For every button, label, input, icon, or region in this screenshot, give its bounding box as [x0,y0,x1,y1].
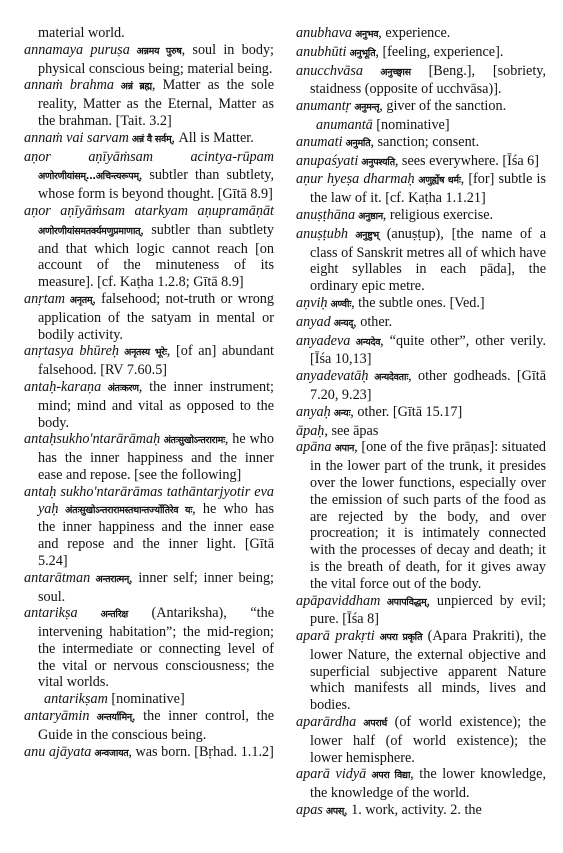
dictionary-entry [296,314,546,333]
headword: aparārdha [296,714,357,731]
right-column [296,25,546,821]
devanagari-term: अनुष्ठान [355,210,383,222]
devanagari-term: अणोरणीयांसम्...अचिन्त्यरूपम् [38,171,139,183]
dictionary-entry [296,802,546,821]
dictionary-entry [24,343,274,379]
dictionary-entry [296,117,546,134]
devanagari-term: अपान [331,443,355,455]
definition: , he who has the inner happiness and the inner ease and repose. [see the following] [38,431,274,483]
definition: , falsehood; not-truth or wrong application of the satyam in mental or bodily activity. [38,290,274,343]
headword: anubhava [296,25,352,41]
headword: annamaya puruṣa [24,41,130,58]
dictionary-entry [24,744,274,763]
definition: , was born. [Bṛhad. 1.1.2] [128,743,274,760]
dictionary-entry [24,130,274,149]
devanagari-term: अन्नं ब्रह्म [113,81,152,93]
headword: antarātman [24,569,91,586]
definition: , the lower knowledge, the knowledge of the world. [310,766,546,802]
headword: anumantṛ [296,98,352,115]
dictionary-entry [24,379,274,431]
devanagari-term: अन्यद् [330,317,354,329]
definition: (of world existence); the lower half (of world existence); the lower hemisphere. [310,714,546,766]
headword: antaḥ-karaṇa [24,378,102,395]
definition: , he who has the inner happiness and the inner ease and repose and the inner light. [Gītā 5.24] [38,500,274,569]
devanagari-term: अंतःसुखोऽन्तरारामस्तथान्तर्ज्योतिरेव यः [58,504,193,516]
devanagari-term: अन्वजायत [91,747,129,759]
headword: anuṣṭhāna [296,206,356,223]
dictionary-entry [296,25,546,44]
definition: , subtler than subtlety and that which logic cannot reach [on account of the minuteness of its measure]. [cf. Kaṭha 1.2.8; Gītā 8.9] [38,221,274,291]
headword: aṇur hyeṣa dharmaḥ [296,171,415,188]
devanagari-term: अपापविद्धम् [380,596,427,608]
headword: aṇor aṇīyāṁsam acintya-rūpam [24,148,274,165]
headword: antaryāmin [24,708,90,725]
devanagari-term: अपरार्ध [356,718,387,730]
dictionary-entry [24,42,274,78]
definition: [nominative] [372,116,450,133]
headword: apāpaviddham [296,592,381,609]
devanagari-term: अन्तरात्मन् [90,573,129,585]
devanagari-term: अन्नं वै सर्वम् [128,133,172,145]
dictionary-entry [296,171,546,207]
headword: anyad [296,313,331,330]
dictionary-entry [296,63,546,99]
devanagari-term: अन्नमय पुरुष [129,45,182,57]
dictionary-entry [296,439,546,592]
devanagari-term: अनुष्टुभ् [348,229,379,241]
headword: antarikṣam [44,691,108,708]
definition: , subtler than subtlety, whose form is beyond thought. [Gītā 8.9] [38,167,274,203]
dictionary-entry [296,134,546,153]
devanagari-term: अनृतम् [65,294,93,306]
devanagari-term: अन्यदेवताः [368,372,409,384]
dictionary-entry [296,153,546,172]
devanagari-term: अपरा विद्या [366,770,411,782]
definition: , inner self; inner being; soul. [38,569,274,605]
definition: , soul in body; physical conscious being; material being. [38,41,274,77]
definition: , All is Matter. [171,129,254,146]
dictionary-entry [296,714,546,766]
devanagari-term: अणुर्ह्येष धर्मः [414,175,461,187]
definition: , the inner instrument; mind; mind and vital as opposed to the body. [38,378,274,431]
definition: , other. [353,313,393,330]
definition: , unpierced by evil; pure. [Īśa 8] [310,592,547,628]
headword: anṛtam [24,290,65,307]
definition: , “quite other”, other verily. [Īśa 10,13] [310,332,546,368]
devanagari-term: अन्तर्यामिन् [89,712,132,724]
definition: (Apara Prakriti), the lower Nature, the external objective and superficial subjective apparent Nature which manifests all minds, lives and bodies. [310,628,546,714]
headword: anucchvāsa [296,62,363,79]
definition: , 1. work, activity. 2. the [344,802,482,819]
dictionary-entry [296,593,546,629]
devanagari-term: अपरा प्रकृति [374,632,423,644]
left-column [24,25,274,762]
dictionary-entry [24,77,274,129]
devanagari-term: अनुमन्तृ [351,102,380,114]
headword: anumantā [316,116,373,133]
definition: [Beng.], [sobriety, staidness (opposite of ucchvāsa)]. [310,62,546,98]
definition: [nominative] [107,691,185,708]
definition: , religious exercise. [382,206,494,223]
devanagari-term: अनृतस्य भूरेः [119,347,167,359]
headword: aṇviḥ [296,294,328,311]
dictionary-entry [296,368,546,404]
dictionary-entry [296,44,546,63]
dictionary-entry [296,766,546,802]
definition: (anuṣṭup), [the name of a class of Sanskrit metres all of which have eight syllables in each pāda], the ordinary epic metre. [310,225,546,295]
definition: , sees everywhere. [Īśa 6] [394,152,539,169]
definition: , see āpas [324,422,379,439]
definition: , other. [Gītā 15.17] [350,403,463,420]
headword: antarikṣa [24,605,78,622]
definition: , [one of the five prāṇas]: situated in the lower part of the trunk, it presides over the lower functions, especially over the emission of such parts of the food as are rejected by the body, and over procreation; it is intimately connected with the processes of decay and death; it is the breath of death, for it gives away the vital force out of the body. [310,439,546,592]
devanagari-term: अनुपश्यति [358,156,395,168]
headword: apas [296,802,323,819]
definition: , other godheads. [Gītā 7.20, 9.23] [310,368,547,403]
dictionary-entry [24,25,274,42]
dictionary-entry [296,404,546,423]
devanagari-term: अन्यः [330,407,351,419]
devanagari-term: अन्तरिक्ष [77,609,128,621]
definition: , Matter as the sole reality, Matter as the Eternal, Matter as the brahman. [Tait. 3.2] [38,77,274,129]
dictionary-entry [24,708,274,744]
headword: anupaśyati [296,152,359,169]
devanagari-term: अंतःसुखोऽन्तरारामः [160,435,225,447]
headword: anumati [296,133,343,150]
headword: anuṣṭubh [296,225,349,242]
definition: , the subtle ones. [Ved.] [351,294,485,311]
dictionary-entry [296,226,546,295]
definition: , [for] subtle is the law of it. [cf. Kaṭha 1.1.21] [310,171,546,207]
dictionary-entry [24,291,274,343]
headword: aṇor aṇīyāṁsam atarkyam aṇupramāṇāt [24,202,274,219]
headword: annaṁ vai sarvam [24,129,129,146]
dictionary-entry [296,98,546,117]
devanagari-term: अनुमति [342,137,371,149]
definition: , the inner control, the Guide in the conscious being. [38,708,274,743]
devanagari-term: अपस् [322,806,344,818]
definition: , experience. [378,25,451,41]
definition: material world. [38,25,125,41]
devanagari-term: अनुभूति [346,47,376,59]
headword: apāna [296,439,332,456]
devanagari-term: अणोरणीयांसमतर्क्यमणुप्रमाणात् [38,225,141,237]
headword: anu ajāyata [24,743,92,760]
headword: anubhūti [296,43,347,60]
headword: anṛtasya bhūreḥ [24,343,119,360]
definition: , [feeling, experience]. [375,43,504,60]
dictionary-entry [24,149,274,203]
devanagari-term: अंतःकरण [101,382,139,394]
dictionary-entry [24,691,274,708]
headword: anyadeva [296,332,351,349]
headword: anyaḥ [296,403,331,420]
dictionary-entry [24,570,274,606]
dictionary-entry [24,605,274,691]
definition: , sanction; consent. [370,133,480,150]
definition: , [of an] abundant falsehood. [RV 7.60.5] [38,343,274,379]
dictionary-entry [296,333,546,369]
definition: (Antariksha), “the intervening habitation”; the mid-region; the intermediate or connecting level of the vital or nervous consciousness; the vital worlds. [38,605,274,691]
headword: aparā vidyā [296,766,367,783]
definition: , giver of the sanction. [379,98,507,115]
headword: annaṁ brahma [24,77,114,94]
devanagari-term: अण्वीः [327,298,352,310]
dictionary-entry [24,484,274,570]
headword: aparā prakṛti [296,628,375,645]
headword: āpaḥ [296,422,325,439]
devanagari-term: अन्यदेव [350,336,381,348]
dictionary-entry [296,628,546,714]
dictionary-entry [296,295,546,314]
dictionary-entry [296,423,546,440]
dictionary-entry [24,431,274,483]
headword: anyadevatāḥ [296,368,369,385]
headword: antaḥ sukho'ntarārāmas tathāntarjyotir eva yaḥ [24,483,274,517]
devanagari-term: अनुच्छ्वास [362,66,411,78]
dictionary-entry [24,203,274,291]
devanagari-term: अनुभव [351,29,379,40]
dictionary-entry [296,207,546,226]
headword: antaḥsukho'ntarārāmaḥ [24,431,161,448]
